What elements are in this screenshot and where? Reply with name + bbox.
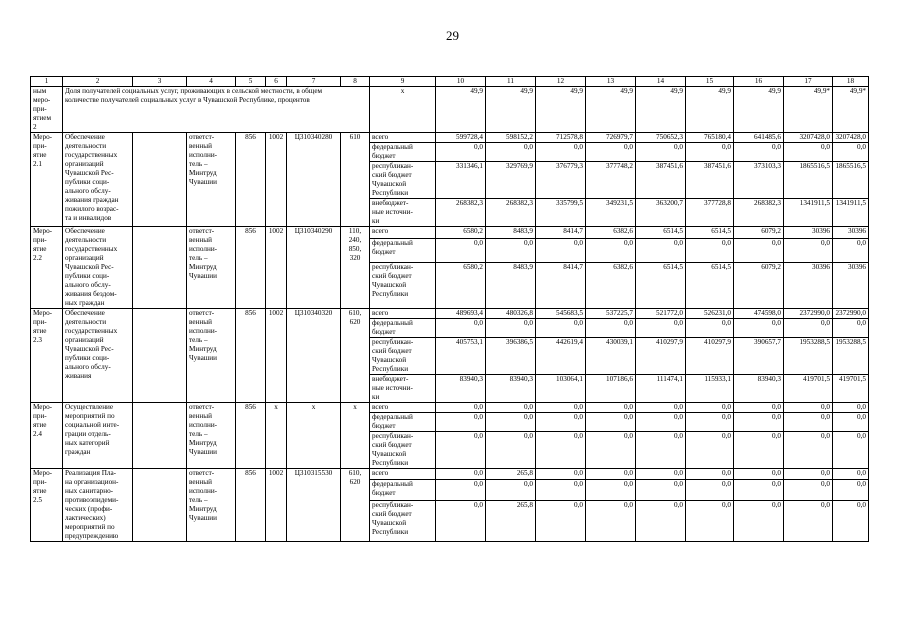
funding-value: 329769,9 bbox=[486, 162, 536, 199]
funding-value: 0,0 bbox=[686, 469, 734, 480]
funding-value: 0,0 bbox=[436, 469, 486, 480]
funding-source-label: федеральный бюджет bbox=[370, 239, 436, 263]
funding-value: 0,0 bbox=[436, 403, 486, 413]
funding-source-label: всего bbox=[370, 227, 436, 239]
code-csr: х bbox=[287, 403, 341, 469]
code-csr: Ц310340290 bbox=[287, 227, 341, 309]
funding-value: 0,0 bbox=[686, 432, 734, 469]
funding-source-label: федеральный бюджет bbox=[370, 413, 436, 432]
funding-value: 30396 bbox=[833, 263, 869, 309]
funding-value: 0,0 bbox=[536, 480, 586, 501]
funding-value: 0,0 bbox=[436, 239, 486, 263]
funding-value: 2372990,0 bbox=[784, 309, 833, 319]
empty-cell bbox=[133, 403, 187, 469]
funding-value: 0,0 bbox=[486, 319, 536, 338]
code-rzpr: 1002 bbox=[266, 133, 287, 227]
funding-value: 0,0 bbox=[536, 143, 586, 162]
funding-value: 0,0 bbox=[486, 239, 536, 263]
indicator-value: 49,9 bbox=[436, 87, 486, 133]
funding-value: 0,0 bbox=[686, 480, 734, 501]
funding-value: 6079,2 bbox=[734, 263, 784, 309]
code-grbs: 856 bbox=[236, 227, 266, 309]
responsible-executor: ответст- венный исполни- тель – Минтруд Чувашии bbox=[187, 133, 236, 227]
empty-cell bbox=[133, 133, 187, 227]
funding-value: 0,0 bbox=[686, 413, 734, 432]
funding-value: 521772,0 bbox=[636, 309, 686, 319]
funding-value: 410297,9 bbox=[686, 338, 734, 375]
indicator-value: 49,9 bbox=[486, 87, 536, 133]
funding-value: 765180,4 bbox=[686, 133, 734, 143]
funding-value: 30396 bbox=[784, 227, 833, 239]
code-vr: 610, 620 bbox=[341, 469, 370, 542]
funding-value: 410297,9 bbox=[636, 338, 686, 375]
funding-value: 107186,6 bbox=[586, 375, 636, 403]
column-number: 4 bbox=[187, 77, 236, 87]
measure-name: Реализация Пла- на организацион- ных санитарно- противоэпидеми- ческих (профи- лактических) мероприятий по предупреждению bbox=[63, 469, 133, 542]
code-vr: 610 bbox=[341, 133, 370, 227]
funding-value: 0,0 bbox=[636, 143, 686, 162]
measure-id: Меро- при- ятие 2.2 bbox=[31, 227, 63, 309]
funding-value: 0,0 bbox=[784, 403, 833, 413]
funding-value: 405753,1 bbox=[436, 338, 486, 375]
funding-value: 0,0 bbox=[734, 469, 784, 480]
funding-value: 712578,8 bbox=[536, 133, 586, 143]
funding-value: 0,0 bbox=[586, 469, 636, 480]
funding-value: 0,0 bbox=[586, 480, 636, 501]
funding-value: 8414,7 bbox=[536, 263, 586, 309]
funding-value: 6382,6 bbox=[586, 263, 636, 309]
code-grbs: 856 bbox=[236, 309, 266, 403]
funding-value: 115933,1 bbox=[686, 375, 734, 403]
code-csr: Ц310340280 bbox=[287, 133, 341, 227]
page-number: 29 bbox=[446, 28, 459, 43]
funding-value: 0,0 bbox=[436, 413, 486, 432]
funding-value: 0,0 bbox=[536, 403, 586, 413]
funding-value: 0,0 bbox=[636, 469, 686, 480]
funding-value: 0,0 bbox=[833, 432, 869, 469]
code-grbs: 856 bbox=[236, 403, 266, 469]
column-number: 9 bbox=[370, 77, 436, 87]
funding-value: 489693,4 bbox=[436, 309, 486, 319]
column-number: 13 bbox=[586, 77, 636, 87]
measure-id: Меро- при- ятие 2.3 bbox=[31, 309, 63, 403]
funding-value: 6382,6 bbox=[586, 227, 636, 239]
funding-value: 0,0 bbox=[833, 403, 869, 413]
funding-value: 6580,2 bbox=[436, 227, 486, 239]
funding-value: 1865516,5 bbox=[784, 162, 833, 199]
funding-value: 0,0 bbox=[784, 413, 833, 432]
code-csr: Ц310315530 bbox=[287, 469, 341, 542]
funding-value: 6079,2 bbox=[734, 227, 784, 239]
funding-value: 83940,3 bbox=[436, 375, 486, 403]
funding-value: 0,0 bbox=[734, 432, 784, 469]
funding-source-label: всего bbox=[370, 133, 436, 143]
measure-name: Обеспечение деятельности государственных организаций Чувашской Рес- публики соци- ального обслу- живания граждан пожилого возрас- та и инвалидов bbox=[63, 133, 133, 227]
funding-value: 0,0 bbox=[636, 432, 686, 469]
funding-value: 0,0 bbox=[734, 501, 784, 542]
responsible-executor: ответст- венный исполни- тель – Минтруд Чувашии bbox=[187, 403, 236, 469]
funding-value: 0,0 bbox=[586, 319, 636, 338]
funding-value: 0,0 bbox=[833, 480, 869, 501]
funding-value: 1341911,5 bbox=[784, 199, 833, 227]
funding-source-label: всего bbox=[370, 403, 436, 413]
empty-cell bbox=[133, 309, 187, 403]
budget-table bbox=[30, 76, 869, 542]
funding-value: 0,0 bbox=[636, 501, 686, 542]
funding-value: 396386,5 bbox=[486, 338, 536, 375]
funding-value: 598152,2 bbox=[486, 133, 536, 143]
funding-value: 8414,7 bbox=[536, 227, 586, 239]
funding-value: 0,0 bbox=[536, 501, 586, 542]
funding-value: 0,0 bbox=[833, 143, 869, 162]
funding-value: 83940,3 bbox=[734, 375, 784, 403]
measure-id: Меро- при- ятие 2.5 bbox=[31, 469, 63, 542]
code-grbs: 856 bbox=[236, 469, 266, 542]
funding-value: 0,0 bbox=[436, 432, 486, 469]
funding-source-label: республикан- ский бюджет Чувашской Республики bbox=[370, 501, 436, 542]
funding-value: 0,0 bbox=[734, 239, 784, 263]
funding-source-label: республикан- ский бюджет Чувашской Республики bbox=[370, 338, 436, 375]
funding-value: 377728,8 bbox=[686, 199, 734, 227]
indicator-value: 49,9 bbox=[636, 87, 686, 133]
funding-value: 6514,5 bbox=[636, 263, 686, 309]
funding-value: 0,0 bbox=[486, 432, 536, 469]
indicator-value: 49,9 bbox=[686, 87, 734, 133]
funding-value: 331346,1 bbox=[436, 162, 486, 199]
indicator-value: 49,9* bbox=[833, 87, 869, 133]
funding-value: 0,0 bbox=[784, 432, 833, 469]
measure-name: Обеспечение деятельности государственных организаций Чувашской Рес- публики соци- ального обслу- живания bbox=[63, 309, 133, 403]
funding-value: 0,0 bbox=[636, 239, 686, 263]
funding-value: 6514,5 bbox=[636, 227, 686, 239]
funding-value: 0,0 bbox=[784, 480, 833, 501]
funding-value: 419701,5 bbox=[833, 375, 869, 403]
funding-value: 537225,7 bbox=[586, 309, 636, 319]
funding-value: 30396 bbox=[833, 227, 869, 239]
funding-value: 268382,3 bbox=[486, 199, 536, 227]
funding-source-label: республикан- ский бюджет Чувашской Республики bbox=[370, 263, 436, 309]
column-number: 12 bbox=[536, 77, 586, 87]
funding-value: 0,0 bbox=[536, 432, 586, 469]
funding-value: 0,0 bbox=[784, 239, 833, 263]
funding-value: 0,0 bbox=[784, 469, 833, 480]
funding-value: 0,0 bbox=[436, 480, 486, 501]
funding-source-label: внебюджет- ные источни- ки bbox=[370, 199, 436, 227]
code-rzpr: 1002 bbox=[266, 469, 287, 542]
funding-value: 8483,9 bbox=[486, 263, 536, 309]
funding-value: 0,0 bbox=[734, 413, 784, 432]
funding-value: 3207428,0 bbox=[784, 133, 833, 143]
table-row bbox=[31, 227, 869, 239]
funding-value: 430039,1 bbox=[586, 338, 636, 375]
funding-value: 0,0 bbox=[686, 319, 734, 338]
column-number: 15 bbox=[686, 77, 734, 87]
column-number: 17 bbox=[784, 77, 833, 87]
funding-value: 0,0 bbox=[436, 501, 486, 542]
funding-value: 387451,6 bbox=[686, 162, 734, 199]
funding-value: 0,0 bbox=[636, 403, 686, 413]
indicator-col9: х bbox=[370, 87, 436, 133]
funding-value: 349231,5 bbox=[586, 199, 636, 227]
funding-value: 111474,1 bbox=[636, 375, 686, 403]
funding-value: 0,0 bbox=[586, 239, 636, 263]
funding-source-label: федеральный бюджет bbox=[370, 143, 436, 162]
funding-value: 0,0 bbox=[536, 319, 586, 338]
funding-value: 0,0 bbox=[586, 501, 636, 542]
funding-value: 0,0 bbox=[686, 239, 734, 263]
funding-value: 363200,7 bbox=[636, 199, 686, 227]
funding-value: 0,0 bbox=[486, 413, 536, 432]
indicator-value: 49,9 bbox=[536, 87, 586, 133]
funding-source-label: федеральный бюджет bbox=[370, 480, 436, 501]
funding-value: 1953288,5 bbox=[784, 338, 833, 375]
funding-value: 3207428,0 bbox=[833, 133, 869, 143]
funding-value: 0,0 bbox=[734, 143, 784, 162]
funding-value: 0,0 bbox=[486, 480, 536, 501]
column-number: 2 bbox=[63, 77, 133, 87]
funding-value: 268382,3 bbox=[436, 199, 486, 227]
indicator-row bbox=[31, 87, 869, 133]
column-number: 6 bbox=[266, 77, 287, 87]
funding-value: 0,0 bbox=[686, 403, 734, 413]
funding-value: 545683,5 bbox=[536, 309, 586, 319]
funding-source-label: республикан- ский бюджет Чувашской Республики bbox=[370, 162, 436, 199]
funding-value: 6514,5 bbox=[686, 227, 734, 239]
funding-value: 526231,0 bbox=[686, 309, 734, 319]
funding-value: 750652,3 bbox=[636, 133, 686, 143]
funding-value: 373103,3 bbox=[734, 162, 784, 199]
column-number: 10 bbox=[436, 77, 486, 87]
funding-value: 6580,2 bbox=[436, 263, 486, 309]
funding-value: 390657,7 bbox=[734, 338, 784, 375]
funding-value: 103064,1 bbox=[536, 375, 586, 403]
funding-value: 265,8 bbox=[486, 501, 536, 542]
measure-name: Обеспечение деятельности государственных организаций Чувашской Рес- публики соци- ального обслу- живания бездом- ных граждан bbox=[63, 227, 133, 309]
funding-source-label: всего bbox=[370, 309, 436, 319]
funding-value: 0,0 bbox=[636, 413, 686, 432]
funding-value: 0,0 bbox=[586, 413, 636, 432]
funding-value: 0,0 bbox=[833, 501, 869, 542]
column-number: 8 bbox=[341, 77, 370, 87]
funding-value: 376779,3 bbox=[536, 162, 586, 199]
funding-value: 0,0 bbox=[586, 432, 636, 469]
funding-value: 442619,4 bbox=[536, 338, 586, 375]
funding-value: 0,0 bbox=[734, 319, 784, 338]
funding-value: 0,0 bbox=[486, 143, 536, 162]
funding-value: 599728,4 bbox=[436, 133, 486, 143]
funding-value: 335799,5 bbox=[536, 199, 586, 227]
measure-id: Меро- при- ятие 2.4 bbox=[31, 403, 63, 469]
column-number: 11 bbox=[486, 77, 536, 87]
column-number: 16 bbox=[734, 77, 784, 87]
column-number: 14 bbox=[636, 77, 686, 87]
indicator-id: ным меро- при- ятием 2 bbox=[31, 87, 63, 133]
funding-value: 0,0 bbox=[536, 469, 586, 480]
funding-value: 0,0 bbox=[636, 319, 686, 338]
funding-value: 0,0 bbox=[833, 319, 869, 338]
funding-value: 0,0 bbox=[734, 480, 784, 501]
funding-value: 0,0 bbox=[586, 143, 636, 162]
funding-value: 0,0 bbox=[686, 501, 734, 542]
responsible-executor: ответст- венный исполни- тель – Минтруд Чувашии bbox=[187, 469, 236, 542]
funding-value: 641485,6 bbox=[734, 133, 784, 143]
column-number: 3 bbox=[133, 77, 187, 87]
funding-value: 0,0 bbox=[686, 143, 734, 162]
code-grbs: 856 bbox=[236, 133, 266, 227]
responsible-executor: ответст- венный исполни- тель – Минтруд Чувашии bbox=[187, 309, 236, 403]
indicator-value: 49,9* bbox=[784, 87, 833, 133]
funding-source-label: республикан- ский бюджет Чувашской Республики bbox=[370, 432, 436, 469]
funding-value: 268382,3 bbox=[734, 199, 784, 227]
funding-value: 1341911,5 bbox=[833, 199, 869, 227]
funding-value: 0,0 bbox=[536, 413, 586, 432]
funding-value: 377748,2 bbox=[586, 162, 636, 199]
funding-value: 6514,5 bbox=[686, 263, 734, 309]
funding-value: 8483,9 bbox=[486, 227, 536, 239]
funding-value: 0,0 bbox=[784, 143, 833, 162]
code-rzpr: 1002 bbox=[266, 227, 287, 309]
column-number: 1 bbox=[31, 77, 63, 87]
funding-value: 0,0 bbox=[436, 143, 486, 162]
funding-value: 474598,0 bbox=[734, 309, 784, 319]
funding-value: 1865516,5 bbox=[833, 162, 869, 199]
funding-source-label: внебюджет- ные источни- ки bbox=[370, 375, 436, 403]
funding-value: 0,0 bbox=[586, 403, 636, 413]
funding-value: 0,0 bbox=[784, 319, 833, 338]
funding-value: 0,0 bbox=[833, 413, 869, 432]
code-vr: х bbox=[341, 403, 370, 469]
measure-name: Осуществление мероприятий по социальной инте- грации отдель- ных категорий граждан bbox=[63, 403, 133, 469]
table-row bbox=[31, 309, 869, 319]
indicator-text: Доля получателей социальных услуг, проживающих в сельской местности, в общем количестве получателей социальных услуг в Чувашской Республике, процентов bbox=[63, 87, 370, 133]
column-number-row bbox=[31, 77, 869, 87]
funding-value: 0,0 bbox=[833, 469, 869, 480]
indicator-value: 49,9 bbox=[586, 87, 636, 133]
indicator-value: 49,9 bbox=[734, 87, 784, 133]
funding-value: 0,0 bbox=[833, 239, 869, 263]
funding-value: 0,0 bbox=[784, 501, 833, 542]
code-vr: 110, 240, 850, 320 bbox=[341, 227, 370, 309]
code-rzpr: 1002 bbox=[266, 309, 287, 403]
code-vr: 610, 620 bbox=[341, 309, 370, 403]
table-row bbox=[31, 469, 869, 480]
funding-value: 30396 bbox=[784, 263, 833, 309]
funding-source-label: всего bbox=[370, 469, 436, 480]
code-rzpr: х bbox=[266, 403, 287, 469]
funding-value: 2372990,0 bbox=[833, 309, 869, 319]
funding-value: 387451,6 bbox=[636, 162, 686, 199]
funding-value: 0,0 bbox=[636, 480, 686, 501]
column-number: 18 bbox=[833, 77, 869, 87]
code-csr: Ц310340320 bbox=[287, 309, 341, 403]
column-number: 7 bbox=[287, 77, 341, 87]
funding-value: 480326,8 bbox=[486, 309, 536, 319]
empty-cell bbox=[133, 469, 187, 542]
funding-source-label: федеральный бюджет bbox=[370, 319, 436, 338]
table-row bbox=[31, 133, 869, 143]
funding-value: 265,8 bbox=[486, 469, 536, 480]
measure-id: Меро- при- ятие 2.1 bbox=[31, 133, 63, 227]
funding-value: 0,0 bbox=[436, 319, 486, 338]
funding-value: 419701,5 bbox=[784, 375, 833, 403]
funding-value: 0,0 bbox=[486, 403, 536, 413]
responsible-executor: ответст- венный исполни- тель – Минтруд Чувашии bbox=[187, 227, 236, 309]
funding-value: 1953288,5 bbox=[833, 338, 869, 375]
funding-value: 0,0 bbox=[734, 403, 784, 413]
column-number: 5 bbox=[236, 77, 266, 87]
table-row bbox=[31, 403, 869, 413]
funding-value: 83940,3 bbox=[486, 375, 536, 403]
funding-value: 0,0 bbox=[536, 239, 586, 263]
empty-cell bbox=[133, 227, 187, 309]
funding-value: 726979,7 bbox=[586, 133, 636, 143]
